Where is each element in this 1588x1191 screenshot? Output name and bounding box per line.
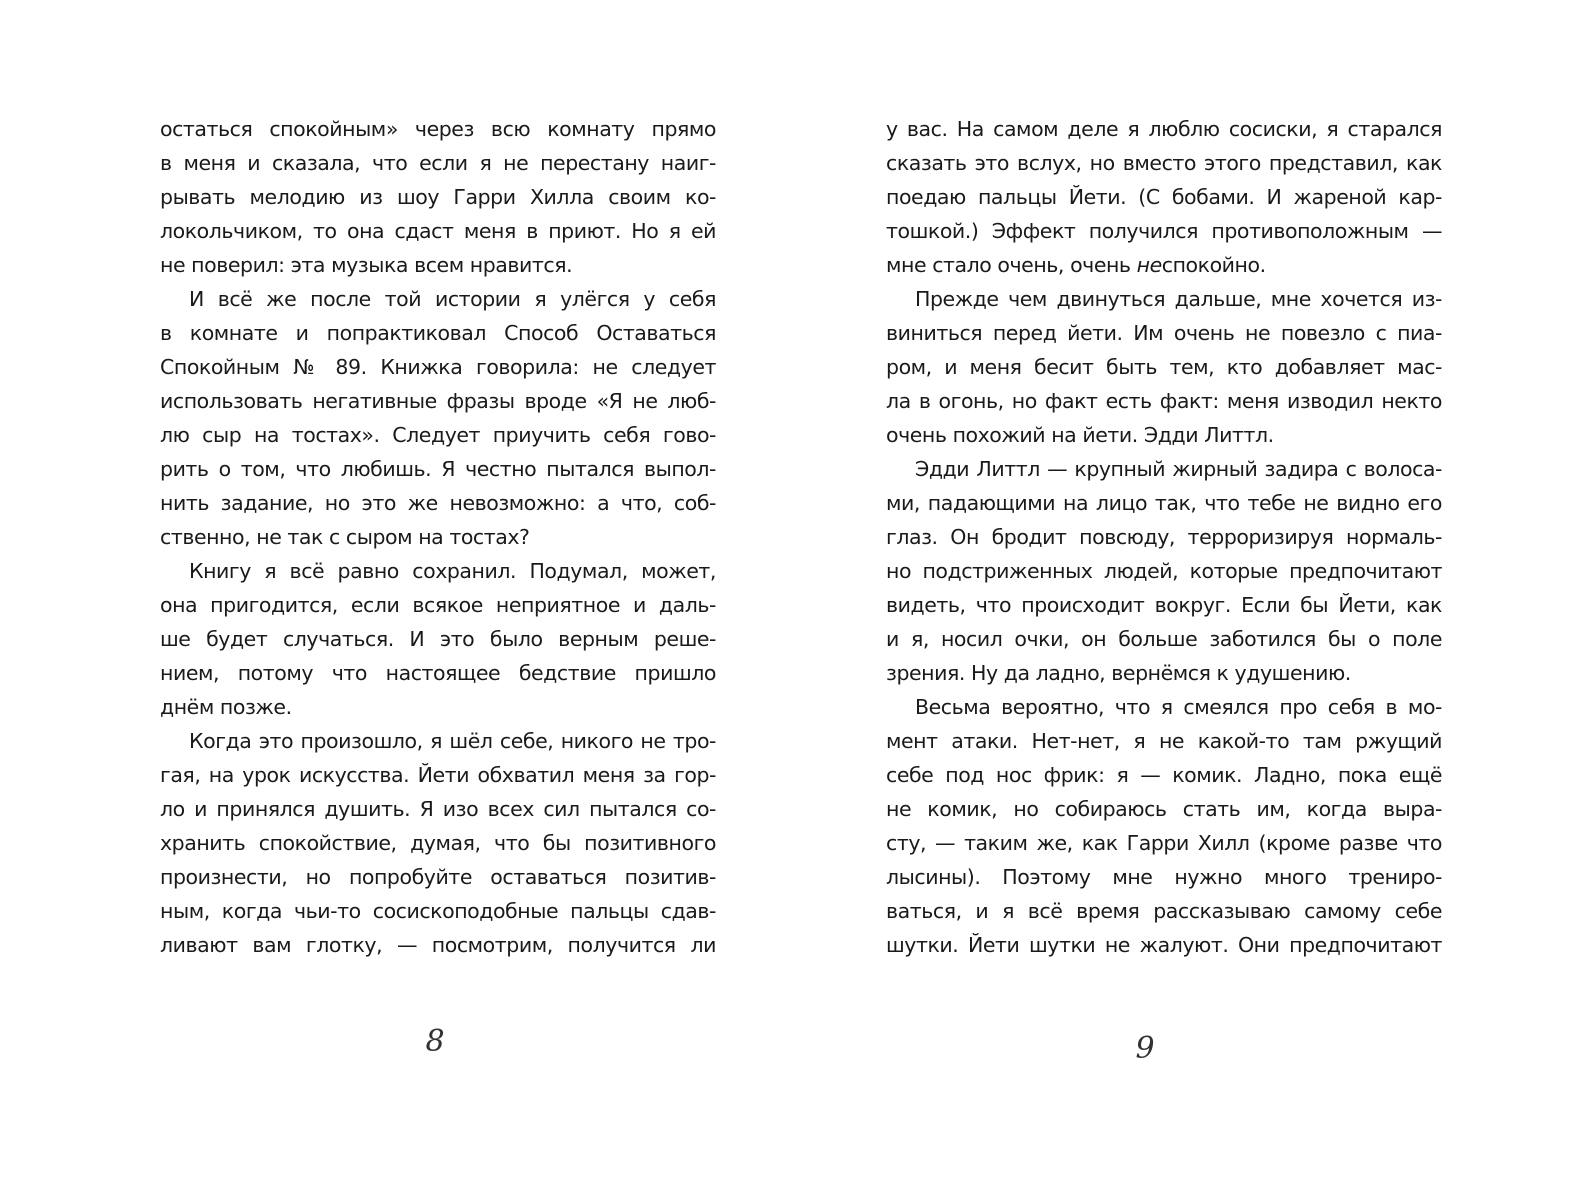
text-line: ственно, не так с сыром на тостах? — [160, 525, 530, 549]
text-line: И всё же после той истории я улёгся у себя — [189, 287, 716, 311]
text-line — [886, 248, 1442, 282]
text-line: гая, на урок искусства. Йети обхватил меня за гор- — [160, 763, 716, 787]
text-line: ло и принялся душить. Я изо всех сил пытался со- — [160, 797, 716, 821]
text-line: рить о том, что любишь. Я честно пытался выпол- — [160, 457, 716, 481]
text-line: ным, когда чьи-то сосископодобные пальцы сдав- — [160, 899, 716, 923]
text-line: шутки. Йети шутки не жалуют. Они предпочитают — [886, 933, 1442, 957]
text-line: тошкой.) Эффект получился противоположным — — [886, 219, 1442, 243]
text-line: себе под нос фрик: я — комик. Ладно, пока ещё — [886, 763, 1442, 787]
text-line: у вас. На самом деле я люблю сосиски, я старался — [886, 117, 1442, 141]
text-line: нием, потому что настоящее бедствие пришло — [160, 661, 716, 685]
left-page — [160, 112, 716, 962]
text-line: сту, — таким же, как Гарри Хилл (кроме разве что — [886, 831, 1442, 855]
text-line: днём позже. — [160, 695, 292, 719]
text-line: ла в огонь, но факт есть факт: меня изводил некто — [886, 389, 1442, 413]
text-line: ливают вам глотку, — посмотрим, получится ли — [160, 933, 716, 957]
text-line: глаз. Он бродит повсюду, терроризируя нормаль- — [886, 525, 1442, 549]
text-line: Прежде чем двинуться дальше, мне хочется из- — [915, 287, 1442, 311]
text-line: но подстриженных людей, которые предпочитают — [886, 559, 1442, 583]
text-line: ми, падающими на лицо так, что тебе не видно его — [886, 491, 1442, 515]
text-line: нить задание, но это же невозможно: а что, соб- — [160, 491, 716, 515]
page-number-left: 8 — [425, 1024, 445, 1059]
italic-emphasis: не — [1136, 253, 1162, 277]
text-line: в комнате и попрактиковал Способ Оставаться — [160, 321, 716, 345]
text-line: локольчиком, то она сдаст меня в приют. Но я ей — [160, 219, 716, 243]
text-line: использовать негативные фразы вроде «Я не люб- — [160, 389, 716, 413]
text-line: в меня и сказала, что если я не перестану наиг- — [160, 151, 716, 175]
text-line: поедаю пальцы Йети. (С бобами. И жареной кар- — [886, 185, 1442, 209]
text-line: ваться, и я всё время рассказываю самому себе — [886, 899, 1442, 923]
text-line: Книгу я всё равно сохранил. Подумал, может, — [189, 559, 716, 583]
text-line: зрения. Ну да ладно, вернёмся к удушению. — [886, 661, 1351, 685]
right-page — [886, 112, 1442, 962]
text-line: Спокойным № 89. Книжка говорила: не следует — [160, 355, 716, 379]
text-line: видеть, что происходит вокруг. Если бы Йети, как — [886, 593, 1442, 617]
text-line: лысины). Поэтому мне нужно много трениро- — [886, 865, 1442, 889]
text-line: произнести, но попробуйте оставаться позитив- — [160, 865, 716, 889]
text-line: не поверил: эта музыка всем нравится. — [160, 253, 573, 277]
text-line: виниться перед йети. Им очень не повезло с пиа- — [886, 321, 1442, 345]
text-segment: мне стало очень, очень — [886, 253, 1137, 277]
text-line: хранить спокойствие, думая, что бы позитивного — [160, 831, 716, 855]
text-line: она пригодится, если всякое неприятное и даль- — [160, 593, 716, 617]
text-line: не комик, но собираюсь стать им, когда выра- — [886, 797, 1442, 821]
text-line: ше будет случаться. И это было верным реше- — [160, 627, 716, 651]
text-line: остаться спокойным» через всю комнату прямо — [160, 117, 716, 141]
text-segment: спокойно. — [1161, 253, 1266, 277]
text-line: и я, носил очки, он больше заботился бы о поле — [886, 627, 1442, 651]
text-line: лю сыр на тостах». Следует приучить себя гово- — [160, 423, 716, 447]
text-line: ром, и меня бесит быть тем, кто добавляет мас- — [886, 355, 1442, 379]
text-line: очень похожий на йети. Эдди Литтл. — [886, 423, 1274, 447]
text-line: сказать это вслух, но вместо этого представил, как — [886, 151, 1442, 175]
page-number-right: 9 — [1135, 1031, 1155, 1066]
text-line: Эдди Литтл — крупный жирный задира с волоса- — [915, 457, 1442, 481]
text-line: рывать мелодию из шоу Гарри Хилла своим ко- — [160, 185, 716, 209]
text-line: мент атаки. Нет-нет, я не какой-то там ржущий — [886, 729, 1442, 753]
text-line: Весьма вероятно, что я смеялся про себя в мо- — [915, 695, 1442, 719]
text-line: Когда это произошло, я шёл себе, никого не тро- — [189, 729, 716, 753]
